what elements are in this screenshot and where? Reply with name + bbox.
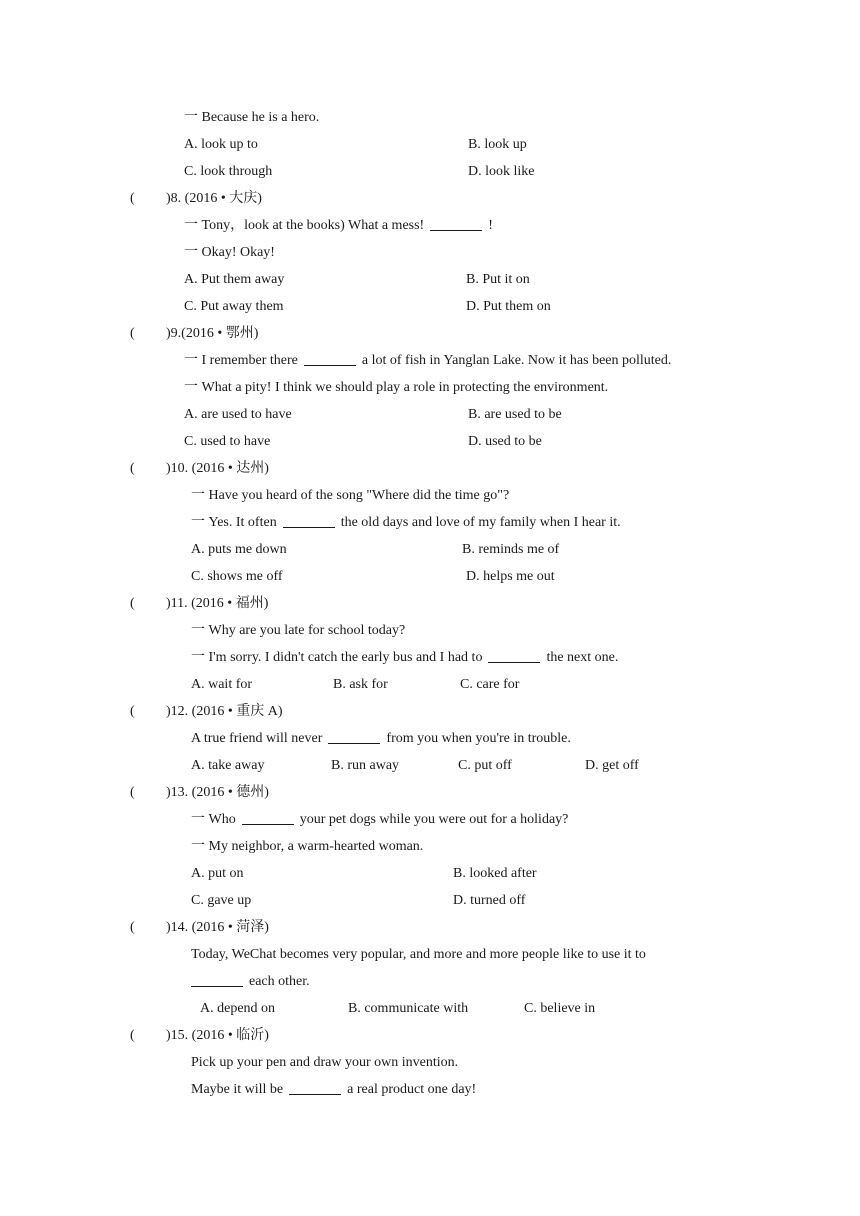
answer-blank	[430, 229, 482, 231]
q14-line2-post: each other.	[249, 974, 310, 989]
q13-header: )13. (2016 • 德州)	[166, 785, 269, 800]
q9-answer-paren: (	[130, 326, 135, 341]
q7-option-c: C. look through	[184, 164, 273, 179]
q10-option-d: D. helps me out	[466, 569, 555, 584]
answer-blank	[304, 364, 356, 366]
q10-line2	[191, 514, 621, 532]
q9-line1-pre: 一 I remember there	[184, 353, 298, 368]
q15-header: )15. (2016 • 临沂)	[166, 1028, 269, 1043]
q14-option-b: B. communicate with	[348, 1001, 469, 1016]
q13-line2: 一 My neighbor, a warm-hearted woman.	[191, 839, 424, 854]
q9-option-c: C. used to have	[184, 434, 271, 449]
q13-line1-post: your pet dogs while you were out for a holiday?	[299, 812, 569, 827]
q15-line2-post: a real product one day!	[347, 1082, 477, 1097]
q11-line1: 一 Why are you late for school today?	[191, 623, 406, 638]
q10-option-a: A. puts me down	[191, 542, 287, 557]
q11-answer-paren: (	[130, 596, 135, 611]
q12-line1-pre: A true friend will never	[191, 731, 323, 746]
answer-blank	[289, 1093, 341, 1095]
q8-header: )8. (2016 • 大庆)	[166, 191, 262, 206]
q15-line2	[191, 1081, 476, 1099]
q11-option-a: A. wait for	[191, 677, 253, 692]
q10-answer-paren: (	[130, 461, 135, 476]
q14-option-c: C. believe in	[524, 1001, 596, 1016]
q11-option-b: B. ask for	[333, 677, 388, 692]
q12-answer-paren: (	[130, 704, 135, 719]
q15-answer-paren: (	[130, 1028, 135, 1043]
q7-option-d: D. look like	[468, 164, 535, 179]
q15-line1: Pick up your pen and draw your own invention.	[191, 1055, 459, 1070]
q9-line1-post: a lot of fish in Yanglan Lake. Now it has been polluted.	[361, 353, 672, 368]
q8-option-c: C. Put away them	[184, 299, 284, 314]
q10-option-b: B. reminds me of	[462, 542, 560, 557]
answer-blank	[328, 742, 380, 744]
q9-line1	[184, 352, 671, 370]
q10-line2-post: the old days and love of my family when I hear it.	[340, 515, 621, 530]
answer-blank	[191, 985, 243, 987]
q9-header: )9.(2016 • 鄂州)	[166, 326, 259, 341]
q10-line1: 一 Have you heard of the song "Where did the time go"?	[191, 488, 510, 503]
q8-option-d: D. Put them on	[466, 299, 551, 314]
q12-line1-post: from you when you're in trouble.	[386, 731, 571, 746]
q14-header: )14. (2016 • 菏泽)	[166, 920, 269, 935]
q7-option-a: A. look up to	[184, 137, 258, 152]
q10-header: )10. (2016 • 达州)	[166, 461, 269, 476]
q14-option-a: A. depend on	[200, 1001, 276, 1016]
q9-option-d: D. used to be	[468, 434, 542, 449]
q7-option-b: B. look up	[468, 137, 527, 152]
q8-line1	[184, 217, 493, 235]
q9-line2: 一 What a pity! I think we should play a role in protecting the environment.	[184, 380, 609, 395]
answer-blank	[488, 661, 540, 663]
q13-line1-pre: 一 Who	[191, 812, 236, 827]
q11-option-c: C. care for	[460, 677, 520, 692]
q11-line2-post: the next one.	[546, 650, 619, 665]
q13-answer-paren: (	[130, 785, 135, 800]
q15-line2-pre: Maybe it will be	[191, 1082, 284, 1097]
q13-line1	[191, 811, 568, 829]
q8-line1-post: !	[488, 218, 493, 233]
q14-line2	[191, 973, 310, 991]
q11-header: )11. (2016 • 福州)	[166, 596, 269, 611]
q14-line1: Today, WeChat becomes very popular, and more and more people like to use it to	[191, 947, 646, 962]
q8-answer-paren: (	[130, 191, 135, 206]
q13-option-b: B. looked after	[453, 866, 537, 881]
q7-answer: 一 Because he is a hero.	[184, 110, 320, 125]
q12-option-a: A. take away	[191, 758, 265, 773]
q13-option-a: A. put on	[191, 866, 244, 881]
q9-option-a: A. are used to have	[184, 407, 292, 422]
q9-option-b: B. are used to be	[468, 407, 562, 422]
q8-option-a: A. Put them away	[184, 272, 285, 287]
q8-option-b: B. Put it on	[466, 272, 530, 287]
q10-option-c: C. shows me off	[191, 569, 283, 584]
q13-option-d: D. turned off	[453, 893, 526, 908]
q11-line2	[191, 649, 618, 667]
q12-option-d: D. get off	[585, 758, 639, 773]
q12-line1	[191, 730, 571, 748]
q10-line2-pre: 一 Yes. It often	[191, 515, 277, 530]
q13-option-c: C. gave up	[191, 893, 252, 908]
q8-line2: 一 Okay! Okay!	[184, 245, 275, 260]
q11-line2-pre: 一 I'm sorry. I didn't catch the early bus and I had to	[191, 650, 483, 665]
q14-answer-paren: (	[130, 920, 135, 935]
q12-option-c: C. put off	[458, 758, 512, 773]
q12-option-b: B. run away	[331, 758, 400, 773]
q8-line1-pre: 一 Tony，look at the books) What a mess!	[184, 218, 425, 233]
q12-header: )12. (2016 • 重庆 A)	[166, 704, 283, 719]
answer-blank	[242, 823, 294, 825]
answer-blank	[283, 526, 335, 528]
